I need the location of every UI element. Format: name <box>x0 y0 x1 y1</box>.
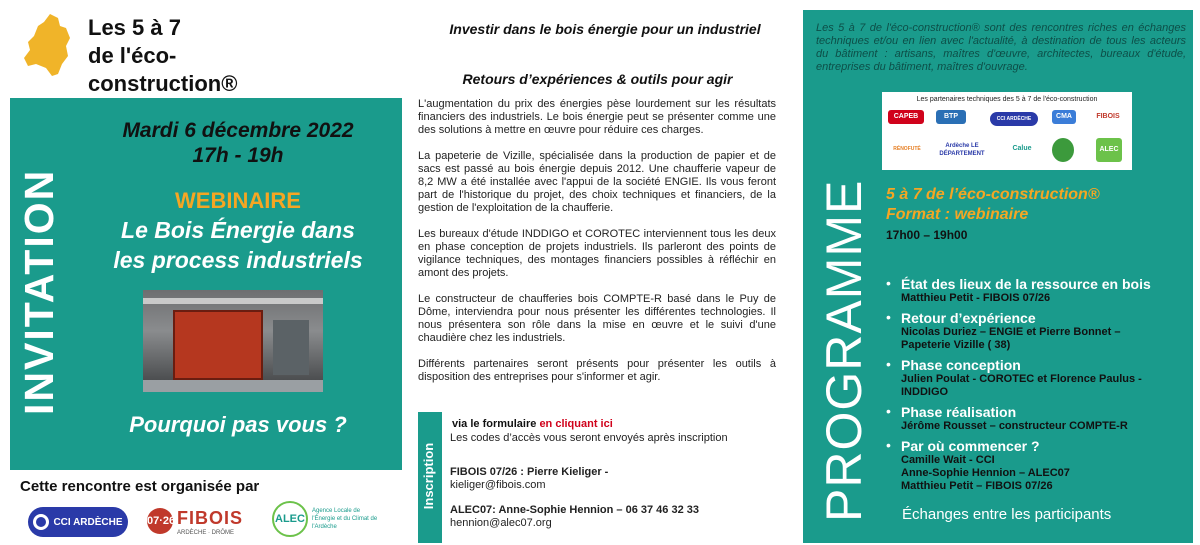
cci-ardeche-logo <box>28 507 128 537</box>
capeb-logo: CAPEB <box>888 110 924 124</box>
item-heading: • Par où commencer ? <box>901 438 1040 454</box>
cma-logo: CMA <box>1052 110 1076 124</box>
programme-title <box>886 185 1100 225</box>
item-speaker: Jérôme Rousset – constructeur COMPTE-R <box>901 420 1128 432</box>
fibois-logo-subtext: ARDÈCHE · DRÔME <box>177 530 235 536</box>
cci-icon <box>33 514 49 530</box>
item-speaker: INDDIGO <box>901 386 949 398</box>
event-date-block <box>78 118 398 168</box>
programme-footer: Échanges entre les participants <box>902 506 1112 523</box>
paragraph: Différents partenaires seront présents pour présenter les outils à disposition des entreprises pour s'informer et agir. <box>418 358 776 383</box>
article-heading: Investir dans le bois énergie pour un industriel <box>449 21 761 37</box>
inscription-label: Inscription <box>421 442 436 510</box>
fibois-badge: 07·26 <box>147 508 173 534</box>
article-body <box>418 98 776 397</box>
paragraph: Le constructeur de chaufferies bois COMPTE-R basé dans le Puy de Dôme, interviendra pour nous présenter les différentes technologies. Il nous présentera son rôle dans la mise en œuvre et le suivi d'une chaudière chez les industriels. <box>418 293 776 344</box>
event-series-title <box>88 14 318 98</box>
item-speaker: Julien Poulat - COROTEC et Florence Paulus - <box>901 373 1142 385</box>
programme-label: PROGRAMME <box>816 179 872 522</box>
programme-format: Format : webinaire <box>886 206 1029 223</box>
article-subheading: Retours d’expériences & outils pour agir <box>462 71 733 87</box>
item-speaker: Camille Wait - CCI <box>901 454 995 466</box>
item-heading: • Phase réalisation <box>901 404 1017 420</box>
format-label: WEBINAIRE <box>175 188 301 213</box>
fibois-logo <box>147 506 252 540</box>
registration-line <box>452 418 613 430</box>
item-heading: • Retour d’expérience <box>901 310 1036 326</box>
call-to-action-question: Pourquoi pas vous ? <box>129 412 347 437</box>
alec-partner-logo: ALEC <box>1096 138 1122 162</box>
ardeche-department-logo: Ardèche LE DÉPARTEMENT <box>934 142 990 158</box>
paragraph: Les bureaux d'étude INDDIGO et COROTEC interviennent tous les deux en phase conception de projets industriels. Ils parleront des points de vigilance techniques, des montages financiers possibles à réfléchir en amont des projets. <box>418 228 776 279</box>
item-speaker: Papeterie Vizille ( 38) <box>901 339 1011 351</box>
contact-email[interactable]: hennion@alec07.org <box>450 517 552 529</box>
contact-name: FIBOIS 07/26 : Pierre Kieliger - <box>450 466 609 478</box>
topic-line: les process industriels <box>113 247 363 273</box>
title-line: construction® <box>88 71 238 96</box>
alec-logo-mark: ALEC <box>272 501 308 537</box>
programme-list <box>886 276 1191 498</box>
green-partner-logo <box>1052 138 1074 162</box>
series-intro: Les 5 à 7 de l'éco-construction® sont des rencontres riches en échanges techniques et/ou en lien avec l'actualité, à destination de tous les acteurs du bâtiment : artisans, maîtres d'œuvre, architectes, bureaux d'étude, entreprises du bâtiment, maîtres d'ouvrage. <box>816 22 1186 73</box>
contact-name: ALEC07: Anne-Sophie Hennion – 06 37 46 32 33 <box>450 504 700 516</box>
partners-title: Les partenaires techniques des 5 à 7 de l'éco-construction <box>916 96 1098 103</box>
programme-item <box>886 310 1191 352</box>
btp-logo: BTP <box>936 110 966 124</box>
item-heading: • État des lieux de la ressource en bois <box>901 276 1151 292</box>
item-heading: • Phase conception <box>901 357 1021 373</box>
calue-logo: Calue <box>1002 142 1042 156</box>
item-speaker: Anne-Sophie Hennion – ALEC07 <box>901 467 1070 479</box>
paragraph: La papeterie de Vizille, spécialisée dans la production de papier et de sacs est passé au bois énergie depuis 2012. Une chaufferie vapeur de 8,2 MW a été installée avec l'appui de la société ENGIE. Ils vous feront part de l'historique du projet, des choix techniques et financiers, de la gestion de l'exploitation de la chaufferie. <box>418 150 776 214</box>
contact-email[interactable]: kieliger@fibois.com <box>450 479 546 491</box>
event-topic <box>78 215 398 275</box>
contact-fibois <box>450 466 608 492</box>
registration-link[interactable]: en cliquant ici <box>539 418 613 430</box>
programme-item <box>886 276 1191 305</box>
access-codes-note: Les codes d’accès vous seront envoyés après inscription <box>450 432 728 444</box>
alec-logo <box>268 497 378 541</box>
cci-partner-logo: CCI ARDÈCHE <box>990 112 1038 126</box>
paragraph: L'augmentation du prix des énergies pèse lourdement sur les résultats financiers des industriels. Le bois énergie peut se présenter comme une des solutions à mettre en œuvre pour réduire ces charges. <box>418 98 776 136</box>
title-line: Les 5 à 7 <box>88 15 181 40</box>
event-date: Mardi 6 décembre 2022 <box>122 119 354 142</box>
programme-item <box>886 438 1191 493</box>
item-speaker: Matthieu Petit - FIBOIS 07/26 <box>901 292 1051 304</box>
cci-logo-text: CCI ARDÈCHE <box>53 516 123 528</box>
renofute-logo: RÉNOFUTÉ <box>892 142 922 156</box>
programme-title-line: 5 à 7 de l’éco-construction® <box>886 186 1100 203</box>
item-speaker: Nicolas Duriez – ENGIE et Pierre Bonnet – <box>901 326 1121 338</box>
programme-item <box>886 357 1191 399</box>
programme-time: 17h00 – 19h00 <box>886 228 968 242</box>
fibois-partner-logo: FIBOIS <box>1088 110 1128 124</box>
item-speaker: Matthieu Petit – FIBOIS 07/26 <box>901 480 1053 492</box>
organised-by-label: Cette rencontre est organisée par <box>20 478 260 495</box>
registration-text: via le formulaire <box>452 418 537 430</box>
event-time: 17h - 19h <box>192 144 284 167</box>
invitation-label: INVITATION <box>16 168 62 415</box>
title-line: de l'éco- <box>88 43 177 68</box>
contact-alec <box>450 504 699 530</box>
topic-line: Le Bois Énergie dans <box>121 217 355 243</box>
boiler-photo <box>143 290 323 392</box>
fibois-logo-text: FIBOIS <box>177 508 244 528</box>
programme-item <box>886 404 1191 433</box>
partners-box <box>882 92 1132 170</box>
alec-logo-subtext: Agence Locale de l'Énergie et du Climat de l'Ardèche <box>312 508 378 530</box>
ardeche-map-icon <box>22 12 74 78</box>
